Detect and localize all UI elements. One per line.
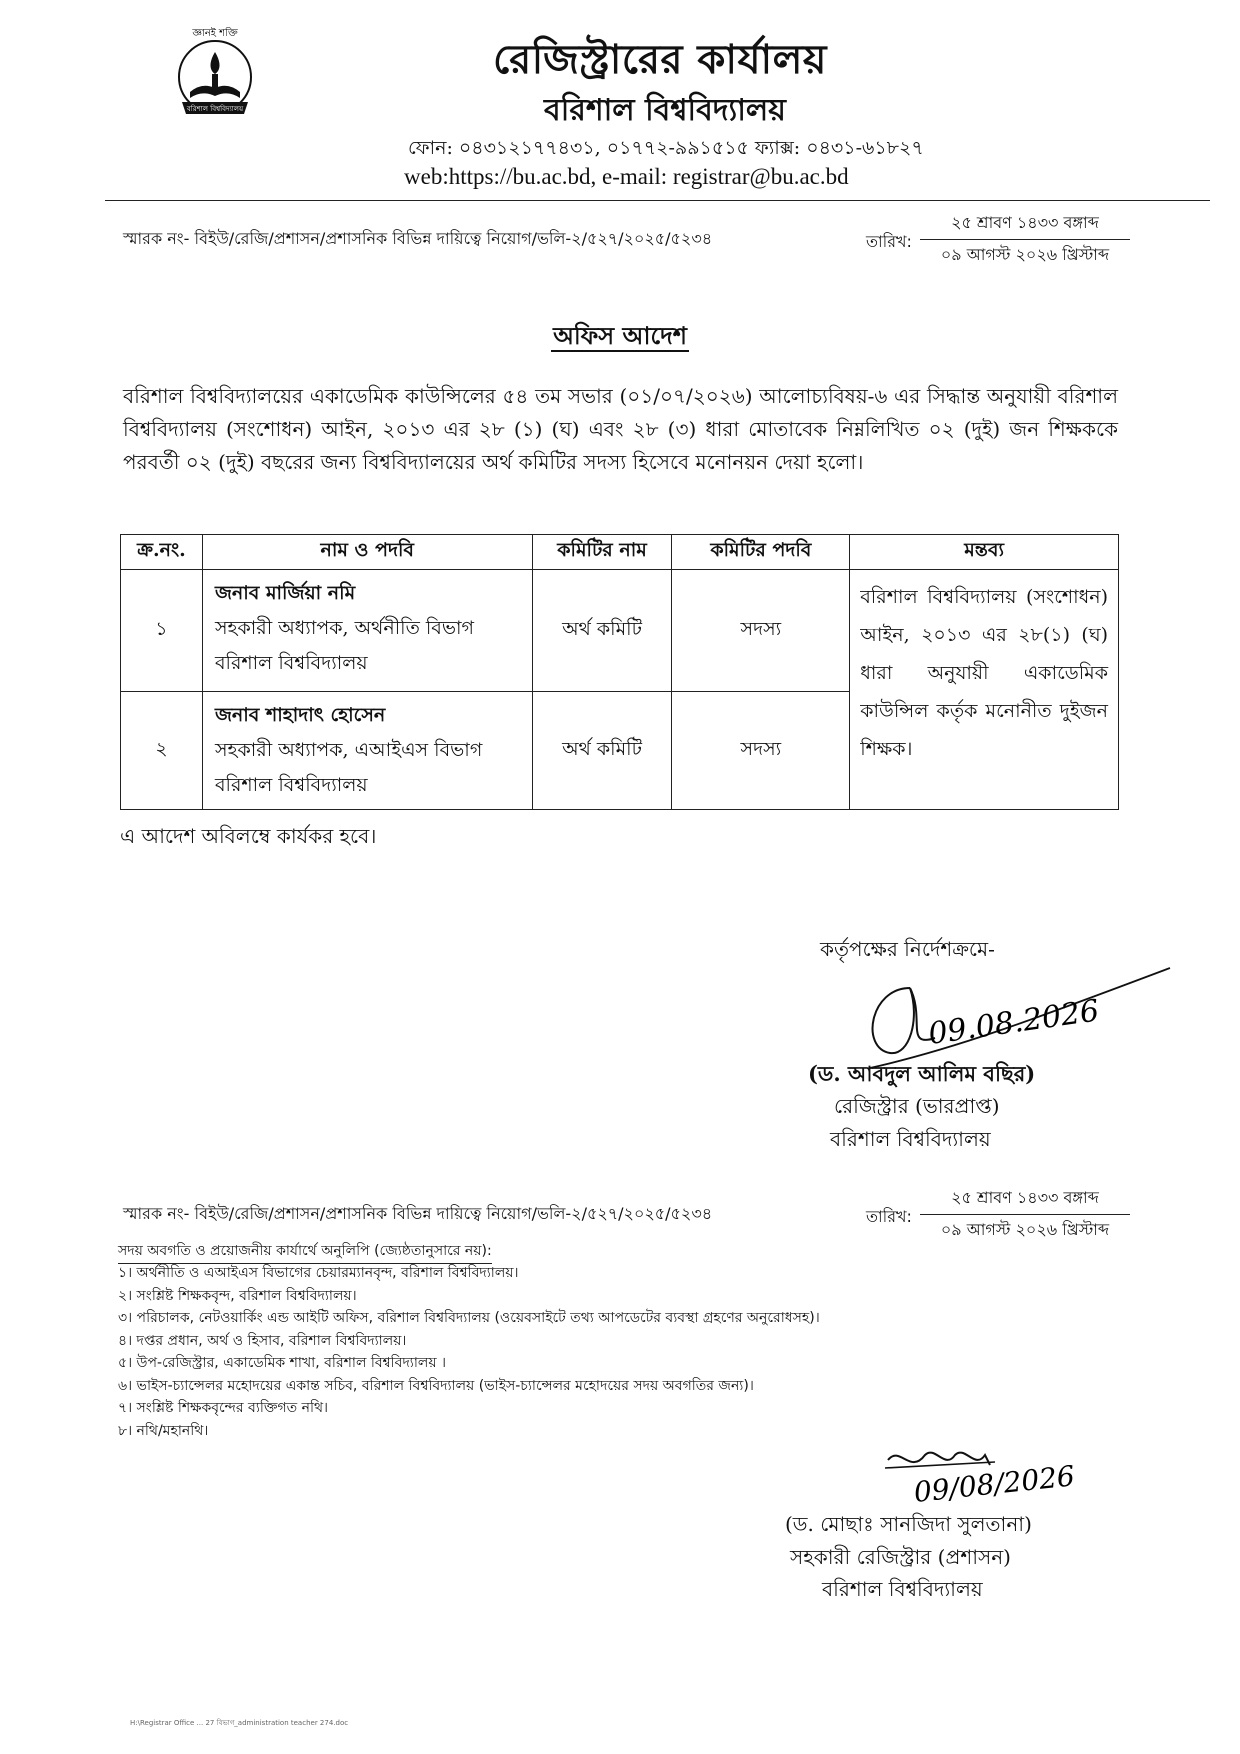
nominee-university: বরিশাল বিশ্ববিদ্যালয়: [214, 652, 368, 674]
col-header-committee: কমিটির নাম: [532, 535, 672, 570]
assistant-registrar-signature: [880, 1440, 1140, 1520]
row-name-cell: [202, 692, 532, 810]
registrar-university: বরিশাল বিশ্ববিদ্যালয়: [830, 1127, 991, 1151]
date-bangla: ২৫ শ্রাবণ ১৪৩৩ বঙ্গাব্দ: [920, 1185, 1130, 1215]
row-sl: ২: [121, 692, 203, 810]
cc-heading: সদয় অবগতি ও প্রয়োজনীয় কার্যার্থে অনুলিপি (জ্যেষ্ঠতানুসারে নয়):: [118, 1239, 492, 1264]
memo-date: [920, 210, 1130, 269]
cc-item: ৩। পরিচালক, নেটওয়ার্কিং এন্ড আইটি অফিস, বরিশাল বিশ্ববিদ্যালয় (ওয়েবসাইটে তথ্য আপডেটের ব্যবস্থা গ্রহণের অনুরোধসহ)।: [118, 1310, 820, 1326]
signature-date: 09.08.2026: [926, 993, 1102, 1052]
nominee-name: জনাব মার্জিয়া নমি: [214, 582, 356, 604]
nominee-table: [120, 534, 1119, 810]
col-header-remarks: মন্তব্য: [850, 535, 1119, 570]
date-label: তারিখ:: [866, 232, 912, 251]
date-bangla: ২৫ শ্রাবণ ১৪৩৩ বঙ্গাব্দ: [920, 210, 1130, 240]
row-sl: ১: [121, 570, 203, 692]
web-email-line: web:https://bu.ac.bd, e-mail: registrar@bu.ac.bd: [404, 164, 849, 189]
cc-item: ১। অর্থনীতি ও এআইএস বিভাগের চেয়ারম্যানবৃন্দ, বরিশাল বিশ্ববিদ্যালয়।: [118, 1265, 519, 1281]
memo-date-copy: [920, 1185, 1130, 1244]
assistant-registrar-name: (ড. মোছাঃ সানজিদা সুলতানা): [785, 1512, 1032, 1536]
row-committee: অর্থ কমিটি: [532, 570, 672, 692]
date-english: ০৯ আগস্ট ২০২৬ খ্রিস্টাব্দ: [940, 245, 1110, 264]
table-header-row: [121, 535, 1119, 570]
cc-item: ৫। উপ-রেজিস্ট্রার, একাডেমিক শাখা, বরিশাল বিশ্ববিদ্যালয় ।: [118, 1355, 447, 1371]
nominee-university: বরিশাল বিশ্ববিদ্যালয়: [214, 774, 368, 796]
cc-item: ৭। সংশ্লিষ্ট শিক্ষকবৃন্দের ব্যক্তিগত নথি।: [118, 1400, 329, 1416]
logo-caption: বরিশাল বিশ্ববিদ্যালয়: [186, 105, 244, 113]
assistant-registrar-title: সহকারী রেজিস্ট্রার (প্রশাসন): [790, 1545, 1011, 1569]
nominee-designation: সহকারী অধ্যাপক, এআইএস বিভাগ: [214, 739, 483, 761]
cc-item: ৪। দপ্তর প্রধান, অর্থ ও হিসাব, বরিশাল বিশ্ববিদ্যালয়।: [118, 1332, 407, 1349]
signature-date-2: 09/08/2026: [912, 1459, 1077, 1509]
registrar-name: (ড. আবদুল আলিম বছির): [808, 1061, 1036, 1086]
effective-note: এ আদেশ অবিলম্বে কার্যকর হবে।: [120, 824, 377, 848]
row-position: সদস্য: [672, 692, 850, 810]
date-english: ০৯ আগস্ট ২০২৬ খ্রিস্টাব্দ: [940, 1220, 1110, 1239]
header-divider: [105, 200, 1210, 201]
nominee-name: জনাব শাহাদাৎ হোসেন: [214, 704, 386, 726]
logo-motto: জ্ঞানই শক্তি: [192, 28, 238, 39]
authority-line: কর্তৃপক্ষের নির্দেশক্রমে-: [820, 937, 995, 961]
university-title: বরিশাল বিশ্ববিদ্যালয়: [544, 93, 786, 128]
col-header-position: কমিটির পদবি: [672, 535, 850, 570]
cc-item: ৮। নথি/মহানথি।: [118, 1422, 209, 1439]
memo-number-copy: স্মারক নং- বিইউ/রেজি/প্রশাসন/প্রশাসনিক বিভিন্ন দায়িত্বে নিয়োগ/ভলি-২/৫২৭/২০২৫/৫২৩৪: [123, 1204, 713, 1223]
date-label-copy: তারিখ:: [866, 1207, 912, 1226]
file-path-footer: H:\Registrar Office ... 27 বিভাগ_administration teacher 274.doc: [130, 1719, 349, 1727]
phone-fax-line: ফোন: ০৪৩১২১৭৭৪৩১, ০১৭৭২-৯৯১৫১৫ ফ্যাক্স: ০৪৩১-৬১৮২৭: [408, 137, 924, 159]
remarks-cell: বরিশাল বিশ্ববিদ্যালয় (সংশোধন) আইন, ২০১৩ এর ২৮(১) (ঘ) ধারা অনুযায়ী একাডেমিক কাউন্সিল কর্তৃক মনোনীত দুইজন শিক্ষক।: [850, 570, 1119, 810]
row-name-cell: [202, 570, 532, 692]
order-body: বরিশাল বিশ্ববিদ্যালয়ের একাডেমিক কাউন্সিলের ৫৪ তম সভার (০১/০৭/২০২৬) আলোচ্যবিষয়-৬ এর সিদ্ধান্ত অনুযায়ী বরিশাল বিশ্ববিদ্যালয় (সংশোধন) আইন, ২০১৩ এর ২৮ (১) (ঘ) এবং ২৮ (৩) ধারা মোতাবেক নিম্নলিখিত ০২ (দুই) জন শিক্ষককে পরবর্তী ০২ (দুই) বছরের জন্য বিশ্ববিদ্যালয়ের অর্থ কমিটির সদস্য হিসেবে মনোনয়ন দেয়া হলো।: [123, 384, 1118, 474]
memo-number: স্মারক নং- বিইউ/রেজি/প্রশাসন/প্রশাসনিক বিভিন্ন দায়িত্বে নিয়োগ/ভলি-২/৫২৭/২০২৫/৫২৩৪: [123, 229, 713, 248]
office-title: রেজিস্ট্রারের কার্যালয়: [493, 36, 827, 83]
row-committee: অর্থ কমিটি: [532, 692, 672, 810]
order-title: অফিস আদেশ: [553, 321, 687, 350]
table-row: [121, 570, 1119, 692]
registrar-title: রেজিস্ট্রার (ভারপ্রাপ্ত): [834, 1094, 1000, 1118]
cc-item: ৬। ভাইস-চ্যান্সেলর মহোদয়ের একান্ত সচিব, বরিশাল বিশ্ববিদ্যালয় (ভাইস-চ্যান্সেলর মহোদয়ের সদয় অবগতির জন্য)।: [118, 1377, 754, 1394]
nominee-designation: সহকারী অধ্যাপক, অর্থনীতি বিভাগ: [214, 617, 474, 639]
cc-item: ২। সংশ্লিষ্ট শিক্ষকবৃন্দ, বরিশাল বিশ্ববিদ্যালয়।: [118, 1287, 357, 1304]
col-header-sl: ক্র.নং.: [121, 535, 203, 570]
cc-list: [118, 1262, 820, 1442]
assistant-registrar-university: বরিশাল বিশ্ববিদ্যালয়: [822, 1577, 983, 1601]
row-position: সদস্য: [672, 570, 850, 692]
col-header-name: নাম ও পদবি: [202, 535, 532, 570]
